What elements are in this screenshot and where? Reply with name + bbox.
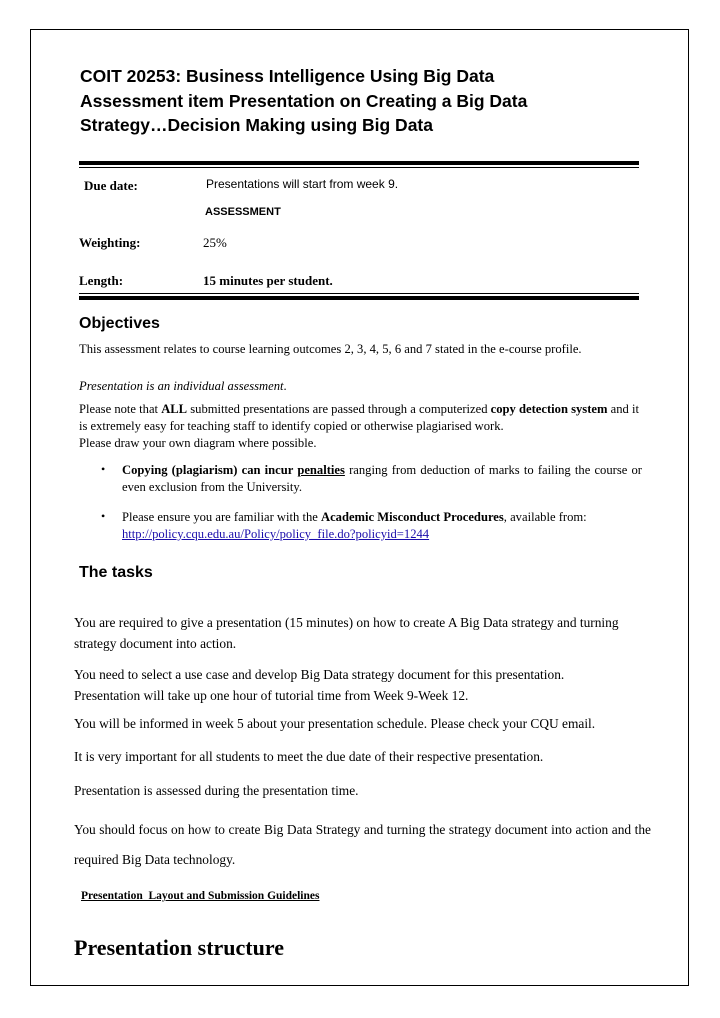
bullet-misconduct: Please ensure you are familiar with the Academic Misconduct Procedures, available from: http://policy.cqu.edu.au/Policy/policy_file.do?policyid=1244 xyxy=(122,510,587,541)
length-label: Length: xyxy=(79,273,124,288)
guidelines-heading: Presentation Layout and Submission Guidelines xyxy=(81,890,320,902)
tasks-para3: You will be informed in week 5 about your presentation schedule. Please check your CQU email. xyxy=(74,716,596,731)
bottom-divider xyxy=(79,293,639,300)
course-title: COIT 20253: Business Intelligence Using Big Data xyxy=(80,66,495,86)
tasks-para4: It is very important for all students to meet the due date of their respective presentation. xyxy=(74,749,544,764)
due-date-value: Presentations will start from week 9. xyxy=(206,177,399,191)
top-divider xyxy=(79,161,639,168)
structure-heading: Presentation structure xyxy=(74,935,284,960)
weighting-label: Weighting: xyxy=(79,235,141,250)
assessment-heading: ASSESSMENT xyxy=(205,206,281,218)
bullet-plagiarism: Copying (plagiarism) can incur penalties ranging from deduction of marks to failing the course or even exclusion from the University. xyxy=(122,463,642,494)
objectives-heading: Objectives xyxy=(79,315,160,332)
bullet-icon: • xyxy=(101,462,106,476)
due-date-label: Due date: xyxy=(84,178,138,193)
tasks-para5: Presentation is assessed during the presentation time. xyxy=(74,783,359,798)
assessment-title-line1: Assessment item Presentation on Creating a Big Data xyxy=(80,91,528,111)
objectives-para1: This assessment relates to course learning outcomes 2, 3, 4, 5, 6 and 7 stated in the e-course profile. xyxy=(79,342,582,356)
document-page xyxy=(30,29,689,986)
assessment-title-line2: Strategy…Decision Making using Big Data xyxy=(80,115,433,135)
objectives-para3: Please note that ALL submitted presentations are passed through a computerized copy detection system and it is extremely easy for teaching staff to identify copied or otherwise plagiarised work. Please draw your own diagram where possible. xyxy=(79,402,639,450)
length-value: 15 minutes per student. xyxy=(203,273,333,288)
weighting-value: 25% xyxy=(203,235,227,250)
tasks-para1: You are required to give a presentation (15 minutes) on how to create A Big Data strategy and turning strategy document into action. xyxy=(74,615,619,651)
policy-link[interactable]: http://policy.cqu.edu.au/Policy/policy_file.do?policyid=1244 xyxy=(122,527,430,541)
objectives-para2: Presentation is an individual assessment. xyxy=(79,379,287,393)
tasks-heading: The tasks xyxy=(79,564,153,581)
tasks-para2: You need to select a use case and develop Big Data strategy document for this presentation. Presentation will take up one hour of tutorial time from Week 9-Week 12. xyxy=(74,667,565,703)
bullet-icon: • xyxy=(101,509,106,523)
tasks-para6: You should focus on how to create Big Data Strategy and turning the strategy document into action and the required Big Data technology. xyxy=(74,822,651,867)
